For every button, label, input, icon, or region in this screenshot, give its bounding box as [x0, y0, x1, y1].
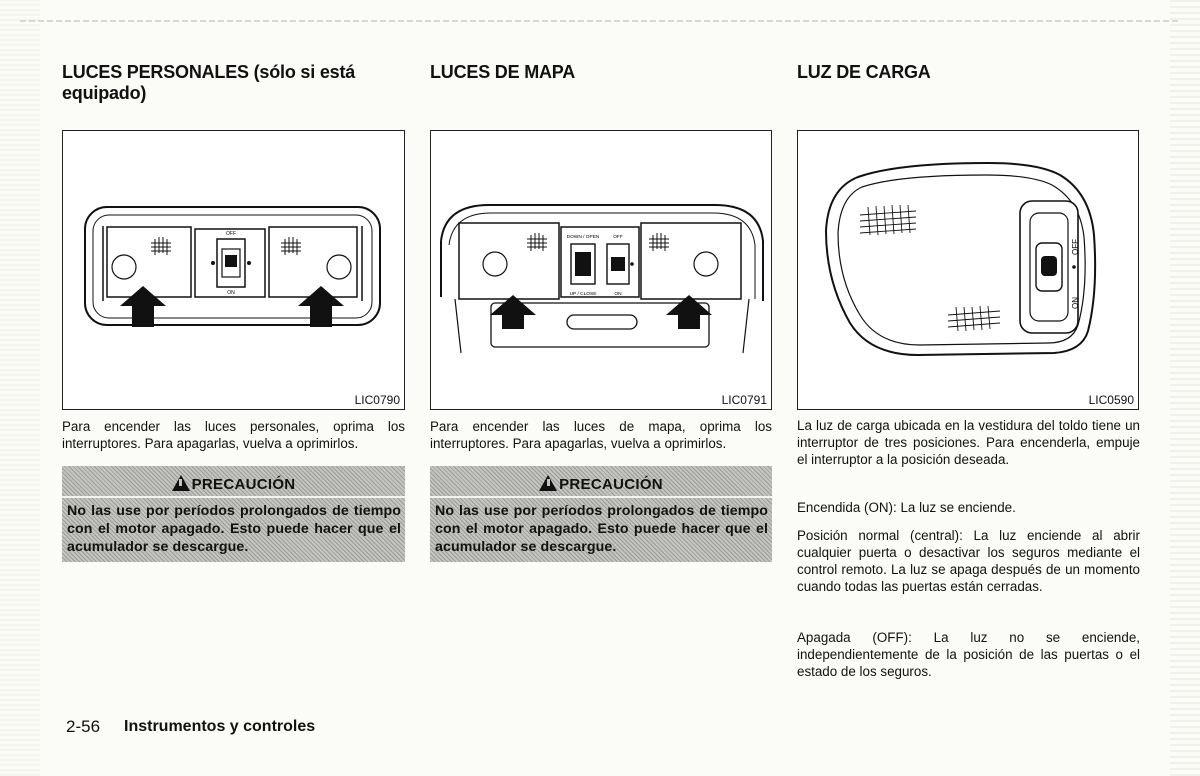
heading-luz-de-carga: LUZ DE CARGA: [797, 62, 931, 82]
arrow-up-icon: [490, 295, 536, 329]
caution-divider: [62, 496, 405, 498]
body-paragraph: Para encender las luces de mapa, oprima los interruptores. Para apagarlas, vuelva a oprimirlos.: [430, 419, 772, 451]
personal-lights-illustration: [63, 131, 406, 411]
figure-personal-lights: [62, 130, 405, 410]
heading-luces-personales: LUCES PERSONALES (sólo si está equipado): [62, 62, 356, 103]
caution-box: [430, 466, 772, 562]
body-paragraph: Encendida (ON): La luz se enciende.: [797, 500, 1016, 515]
page-number: 2-56: [66, 717, 101, 736]
caution-text: No las use por períodos prolongados de tiempo con el motor apagado. Esto puede hacer que el acumulador se descargue.: [67, 503, 401, 555]
switch-on-label: ON: [227, 290, 235, 296]
heading-luces-de-mapa: LUCES DE MAPA: [430, 62, 576, 82]
switch-off-label: OFF: [613, 235, 623, 240]
caution-title-row: [62, 473, 405, 493]
figure-code: LIC0590: [1088, 393, 1134, 407]
body-paragraph: Para encender las luces personales, oprima los interruptores. Para apagarlas, vuelva a oprimirlos.: [62, 419, 405, 451]
caution-text: No las use por períodos prolongados de tiempo con el motor apagado. Esto puede hacer que el acumulador se descargue.: [435, 503, 768, 555]
page-edge-top: [20, 20, 1180, 22]
body-paragraph: La luz de carga ubicada en la vestidura del toldo tiene un interruptor de tres posiciones. Para encenderla, empuje el interruptor a la posición deseada.: [797, 418, 1140, 467]
switch-up-close-label: UP / CLOSE: [569, 292, 597, 297]
caution-box: [62, 466, 405, 562]
arrow-up-icon: [666, 295, 712, 329]
caution-divider: [430, 496, 772, 498]
warning-triangle-icon: [539, 475, 557, 491]
figure-code: LIC0790: [354, 393, 400, 407]
body-paragraph: Posición normal (central): La luz enciende al abrir cualquier puerta o desactivar los seguros mediante el control remoto. La luz se apaga después de un momento cuando todas las puertas están cerradas.: [797, 528, 1140, 594]
figure-map-lights: [430, 130, 772, 410]
caution-title: PRECAUCIÓN: [559, 476, 663, 493]
map-lights-illustration: [431, 131, 773, 411]
section-title: Instrumentos y controles: [124, 718, 316, 735]
switch-off-label: OFF: [1071, 239, 1080, 255]
switch-off-label: OFF: [226, 231, 236, 237]
page-edge-right: [1170, 0, 1200, 776]
switch-down-open-label: DOWN / OPEN: [566, 235, 600, 240]
figure-code: LIC0791: [721, 393, 767, 407]
caution-title-row: [430, 473, 772, 493]
cargo-light-illustration: [798, 131, 1140, 411]
caution-title: PRECAUCIÓN: [191, 476, 296, 493]
figure-cargo-light: [797, 130, 1139, 410]
page-edge-left: [0, 0, 40, 776]
body-paragraph: Apagada (OFF): La luz no se enciende, independientemente de la posición de las puertas o el estado de los seguros.: [797, 630, 1140, 679]
switch-on-label: ON: [614, 292, 622, 297]
switch-on-label: ON: [1071, 297, 1080, 309]
warning-triangle-icon: [172, 475, 190, 491]
